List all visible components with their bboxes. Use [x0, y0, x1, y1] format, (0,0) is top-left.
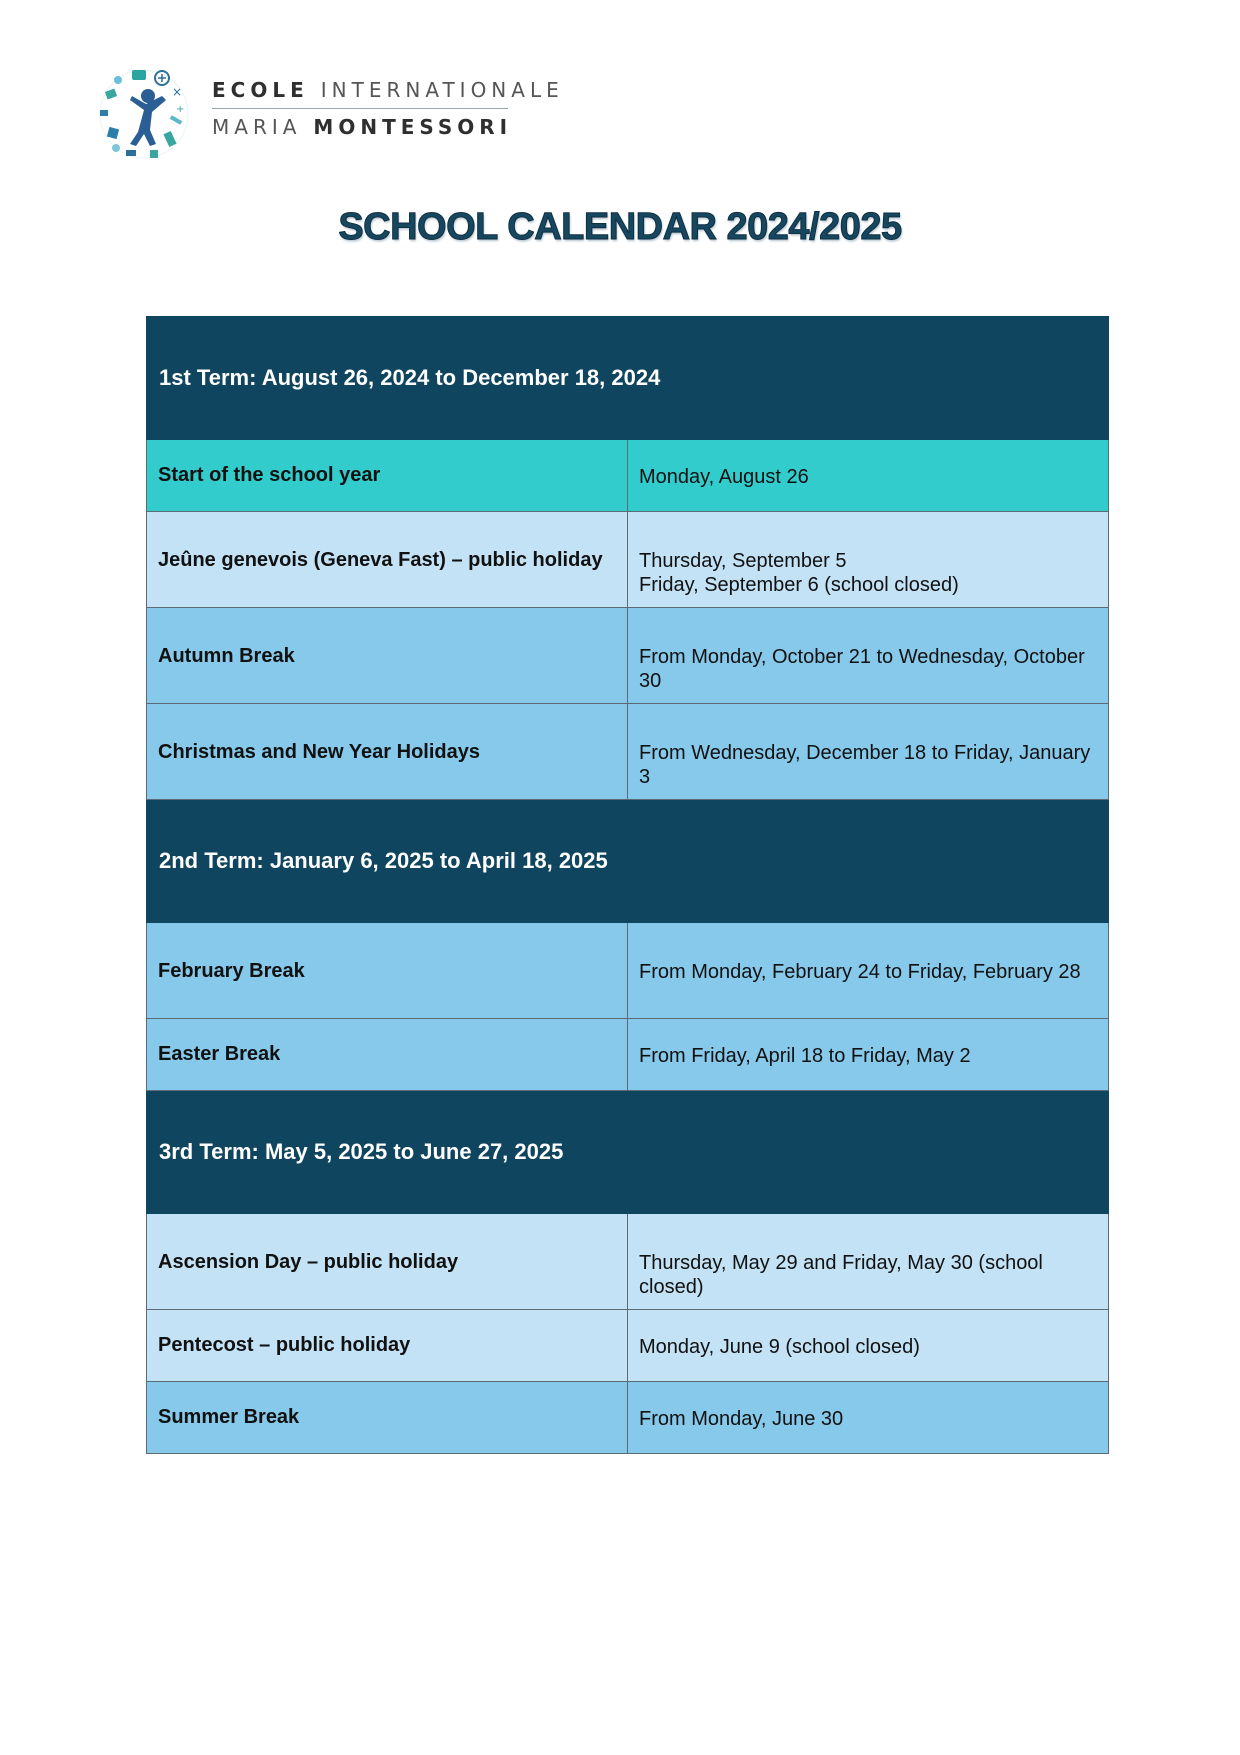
- school-logo: [96, 62, 564, 162]
- event-date: From Monday, October 21 to Wednesday, October 30: [628, 608, 1109, 704]
- event-label: Ascension Day – public holiday: [147, 1214, 628, 1310]
- logo-maria: MARIA: [212, 115, 302, 139]
- table-row: [147, 1214, 1109, 1310]
- event-label: Start of the school year: [147, 440, 628, 512]
- event-date: Monday, June 9 (school closed): [628, 1310, 1109, 1382]
- event-label: Jeûne genevois (Geneva Fast) – public holiday: [147, 512, 628, 608]
- event-date-line: Thursday, September 5: [639, 550, 847, 572]
- event-label: Autumn Break: [147, 608, 628, 704]
- term-heading: 2nd Term: January 6, 2025 to April 18, 2025: [147, 800, 1109, 923]
- logo-line-1: [212, 78, 564, 102]
- table-row: [147, 608, 1109, 704]
- page-title: SCHOOL CALENDAR 2024/2025: [338, 206, 902, 248]
- logo-divider: [212, 108, 508, 109]
- logo-wordmark: [212, 78, 564, 139]
- table-row: [147, 923, 1109, 1019]
- svg-text:+: +: [176, 104, 185, 115]
- event-date: Monday, August 26: [628, 440, 1109, 512]
- table-row: [147, 440, 1109, 512]
- event-label: Easter Break: [147, 1019, 628, 1091]
- event-date: From Wednesday, December 18 to Friday, January 3: [628, 704, 1109, 800]
- table-row: [147, 1382, 1109, 1454]
- logo-montessori: MONTESSORI: [313, 115, 513, 139]
- term-heading: 3rd Term: May 5, 2025 to June 27, 2025: [147, 1091, 1109, 1214]
- term-header-row: [147, 1091, 1109, 1214]
- table-row: [147, 1019, 1109, 1091]
- table-row: [147, 704, 1109, 800]
- table-row: [147, 512, 1109, 608]
- montessori-child-emblem-icon: [96, 66, 192, 162]
- event-label: Summer Break: [147, 1382, 628, 1454]
- event-label: February Break: [147, 923, 628, 1019]
- svg-text:×: ×: [172, 85, 183, 99]
- logo-ecole: ECOLE: [212, 78, 309, 102]
- event-label: Christmas and New Year Holidays: [147, 704, 628, 800]
- logo-internationale: INTERNATIONALE: [320, 78, 564, 102]
- term-header-row: [147, 800, 1109, 923]
- school-calendar-table: [146, 316, 1109, 1454]
- event-date: From Friday, April 18 to Friday, May 2: [628, 1019, 1109, 1091]
- term-heading: 1st Term: August 26, 2024 to December 18, 2024: [147, 317, 1109, 440]
- event-date: [628, 512, 1109, 608]
- event-date: Thursday, May 29 and Friday, May 30 (school closed): [628, 1214, 1109, 1310]
- logo-line-2: [212, 115, 542, 139]
- event-date: From Monday, June 30: [628, 1382, 1109, 1454]
- event-date-line: Friday, September 6 (school closed): [639, 574, 959, 596]
- event-date: From Monday, February 24 to Friday, February 28: [628, 923, 1109, 1019]
- table-row: [147, 1310, 1109, 1382]
- term-header-row: [147, 317, 1109, 440]
- event-label: Pentecost – public holiday: [147, 1310, 628, 1382]
